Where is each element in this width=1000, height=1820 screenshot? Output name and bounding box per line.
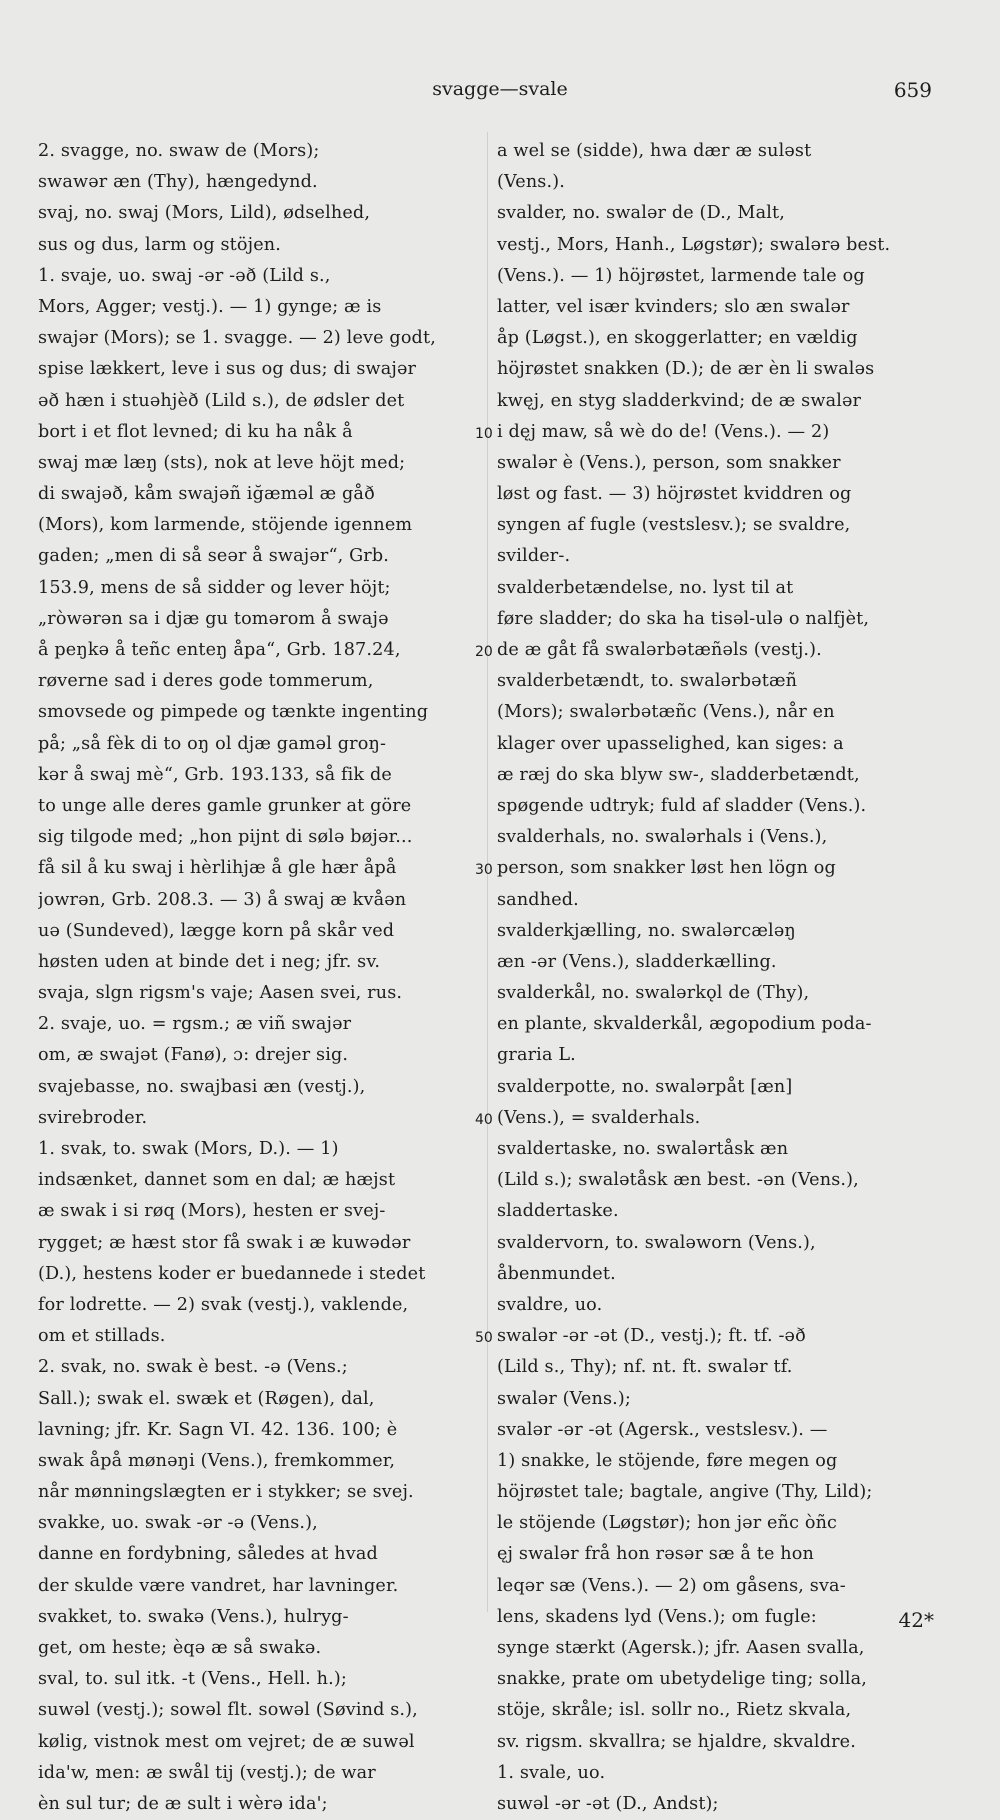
text-line: rygget; æ hæst stor få swak i æ kuwədər (38, 1232, 411, 1253)
text-line: suwəl -ər -ət (D., Andst); (497, 1793, 719, 1814)
text-line: åp (Løgst.), en skoggerlatter; en vældig (497, 328, 858, 349)
text-line: sig tilgode med; „hon pijnt di sølə bøjər... (38, 827, 413, 848)
text-line: di swajəð, kåm swajəñ iğæməl æ gåð (38, 484, 375, 505)
text-line: svalderkål, no. swalərkǫl de (Thy), (497, 983, 810, 1004)
text-line: swalər -ər -ət (D., vestj.); ft. tf. -əð (497, 1326, 806, 1347)
text-line: swalər è (Vens.), person, som snakker (497, 452, 841, 473)
text-line: höjrøstet snakken (D.); de ær èn li swaləs (497, 359, 875, 380)
text-line: spøgende udtryk; fuld af sladder (Vens.). (497, 795, 867, 816)
text-line: smovsede og pimpede og tænkte ingenting (38, 702, 429, 723)
text-line: a wel se (sidde), hwa dær æ suləst (497, 141, 812, 161)
text-line: sv. rigsm. skvallra; se hjaldre, skvaldre. (497, 1731, 856, 1752)
text-line: løst og fast. — 3) höjrøstet kviddren og (497, 484, 852, 505)
text-line: indsænket, dannet som en dal; æ hæjst (38, 1170, 396, 1191)
text-line: 1. svak, to. swak (Mors, D.). — 1) (38, 1139, 339, 1159)
text-line: (Lild s., Thy); nf. nt. ft. swalər tf. (497, 1357, 793, 1378)
text-line: sladdertaske. (497, 1201, 619, 1222)
text-line: svalderpotte, no. swalərpåt [æn] (497, 1076, 793, 1097)
text-line: svaj, no. swaj (Mors, Lild), ødselhed, (38, 203, 371, 224)
text-line: sus og dus, larm og stöjen. (38, 234, 282, 255)
text-line: synge stærkt (Agersk.); jfr. Aasen svalla, (497, 1638, 865, 1658)
text-line: swak åpå mønəŋi (Vens.), fremkommer, (38, 1450, 396, 1471)
text-line: svakke, uo. swak -ər -ə (Vens.), (38, 1513, 318, 1534)
text-line: Mors, Agger; vestj.). — 1) gynge; æ is (38, 296, 382, 317)
text-line: ida'w, men: æ swål tij (vestj.); de war (38, 1762, 376, 1783)
line-number: 30 (475, 862, 493, 878)
text-line: der skulde være vandret, har lavninger. (38, 1575, 399, 1596)
text-line: æn -ər (Vens.), sladderkælling. (497, 951, 777, 972)
text-line: svaldertaske, no. swalərtåsk æn (497, 1139, 789, 1159)
text-line: stöje, skråle; isl. sollr no., Rietz skvala, (497, 1700, 852, 1721)
text-line: svalderbetændelse, no. lyst til at (497, 577, 794, 598)
text-line: 2. svaje, uo. = rgsm.; æ viñ swajər (38, 1014, 352, 1035)
text-line: 153.9, mens de så sidder og lever höjt; (38, 577, 391, 598)
text-line: to unge alle deres gamle grunker at göre (38, 795, 412, 816)
text-line: svilder-. (497, 546, 571, 567)
text-line: spise lækkert, leve i sus og dus; di swajər (38, 359, 417, 380)
text-line: å peŋkə å teñc enteŋ åpa“, Grb. 187.24, (38, 640, 401, 660)
left-column (38, 136, 478, 1820)
text-line: 2. svagge, no. swaw de (Mors); (38, 141, 320, 161)
text-line: æ ræj do ska blyw sw-, sladderbetændt, (497, 764, 860, 785)
text-line: (Vens.). — 1) höjrøstet, larmende tale og (497, 265, 865, 286)
text-line: svajebasse, no. swajbasi æn (vestj.), (38, 1076, 366, 1097)
page-number: 659 (893, 78, 932, 102)
line-number: 50 (475, 1330, 493, 1346)
line-number: 20 (475, 644, 493, 660)
text-line: svaldervorn, to. swaləworn (Vens.), (497, 1232, 816, 1253)
text-line: om, æ swajət (Fanø), ɔ: drejer sig. (38, 1045, 349, 1066)
text-line: få sil å ku swaj i hèrlihjæ å gle hær åpå (38, 858, 397, 879)
text-line: svalderkjælling, no. swalərcæləŋ (497, 920, 796, 941)
line-number: 40 (475, 1112, 493, 1128)
text-line: svaldre, uo. (497, 1294, 603, 1315)
text-line: swawər æn (Thy), hængedynd. (38, 172, 318, 193)
text-line: sval, to. sul itk. -t (Vens., Hell. h.); (38, 1669, 347, 1690)
text-line: 1. svale, uo. (497, 1762, 606, 1783)
text-line: əð hæn i stuəhjèð (Lild s.), de ødsler det (38, 390, 405, 411)
text-line: lavning; jfr. Kr. Sagn VI. 42. 136. 100; è (38, 1419, 398, 1440)
text-line: æ swak i si røq (Mors), hesten er svej- (38, 1201, 386, 1222)
text-line: kər å swaj mè“, Grb. 193.133, så fik de (38, 764, 392, 785)
text-line: åbenmundet. (497, 1263, 616, 1284)
text-line: èn sul tur; de æ sult i wèrə ida'; (38, 1793, 328, 1814)
page-header (0, 78, 1000, 108)
text-line: latter, vel især kvinders; slo æn swalər (497, 296, 850, 317)
text-line: syngen af fugle (vestslesv.); se svaldre, (497, 515, 851, 536)
text-line: svaja, slgn rigsm's vaje; Aasen svei, rus. (38, 983, 403, 1004)
text-line: (Mors), kom larmende, stöjende igennem (38, 515, 413, 536)
signature-mark: 42* (898, 1608, 934, 1632)
text-line: gaden; „men di så seər å swajər“, Grb. (38, 546, 389, 567)
text-line: 1) snakke, le stöjende, føre megen og (497, 1450, 838, 1471)
text-line: (Vens.), = svalderhals. (497, 1107, 701, 1128)
text-line: røverne sad i deres gode tommerum, (38, 671, 374, 692)
text-line: get, om heste; èqə æ så swakə. (38, 1638, 322, 1658)
text-line: vestj., Mors, Hanh., Løgstør); swalərə best. (497, 234, 891, 255)
text-line: bort i et flot levned; di ku ha nåk å (38, 421, 353, 442)
text-line: swaj mæ læŋ (sts), nok at leve höjt med; (38, 452, 406, 473)
text-line: danne en fordybning, således at hvad (38, 1544, 378, 1565)
text-line: kwęj, en styg sladderkvind; de æ swalər (497, 390, 862, 411)
text-line: for lodrette. — 2) svak (vestj.), vaklende, (38, 1294, 409, 1315)
text-line: (Vens.). (497, 172, 565, 193)
text-line: Sall.); swak el. swæk et (Røgen), dal, (38, 1388, 375, 1409)
text-line: ęj swalər frå hon rəsər sæ å te hon (497, 1544, 815, 1565)
text-line: snakke, prate om ubetydelige ting; solla, (497, 1669, 868, 1690)
right-column (497, 136, 937, 1820)
text-line: sandhed. (497, 889, 579, 910)
text-line: jowrən, Grb. 208.3. — 3) å swaj æ kvåən (38, 889, 407, 910)
text-line: swalər (Vens.); (497, 1388, 631, 1409)
text-line: om et stillads. (38, 1326, 166, 1347)
text-line: „ròwərən sa i djæ gu tomərom å swajə (38, 608, 389, 629)
text-line: graria L. (497, 1045, 576, 1066)
text-line: uə (Sundeved), lægge korn på skår ved (38, 920, 395, 941)
text-line: leqər sæ (Vens.). — 2) om gåsens, sva- (497, 1575, 846, 1596)
text-line: svakket, to. swakə (Vens.), hulryg- (38, 1606, 349, 1627)
text-line: en plante, skvalderkål, ægopodium poda- (497, 1014, 872, 1035)
text-line: føre sladder; do ska ha tisəl-ulə o nalfjèt, (497, 608, 870, 629)
text-line: swajər (Mors); se 1. svagge. — 2) leve godt, (38, 328, 436, 349)
text-line: de æ gåt få swalərbətæñəls (vestj.). (497, 640, 822, 660)
text-line: svalər -ər -ət (Agersk., vestslesv.). — (497, 1419, 828, 1440)
text-line: 1. svaje, uo. swaj -ər -əð (Lild s., (38, 265, 331, 286)
text-line: 2. svak, no. swak è best. -ə (Vens.; (38, 1357, 348, 1378)
text-line: på; „så fèk di to oŋ ol djæ gaməl groŋ- (38, 733, 387, 754)
running-head: svagge—svale (432, 78, 568, 100)
text-line: (Lild s.); swalətåsk æn best. -ən (Vens.), (497, 1170, 859, 1191)
line-number: 10 (475, 426, 493, 442)
text-line: (Mors); swalərbətæñc (Vens.), når en (497, 702, 835, 723)
text-line: kølig, vistnok mest om vejret; de æ suwəl (38, 1731, 415, 1752)
text-line: høsten uden at binde det i neg; jfr. sv. (38, 951, 381, 972)
text-line: svalderbetændt, to. swalərbətæñ (497, 671, 798, 692)
text-line: svalderhals, no. swalərhals i (Vens.), (497, 827, 828, 848)
text-line: suwəl (vestj.); sowəl flt. sowəl (Søvind s.), (38, 1700, 418, 1721)
text-line: höjrøstet tale; bagtale, angive (Thy, Lild); (497, 1482, 873, 1503)
text-line: le stöjende (Løgstør); hon jər eñc òñc (497, 1513, 838, 1534)
text-line: (D.), hestens koder er buedannede i stedet (38, 1263, 426, 1284)
text-line: klager over upasselighed, kan siges: a (497, 733, 844, 754)
text-line: lens, skadens lyd (Vens.); om fugle: (497, 1606, 817, 1627)
text-line: svirebroder. (38, 1107, 148, 1128)
text-line: i dęj maw, så wè do de! (Vens.). — 2) (497, 421, 830, 442)
text-line: svalder, no. swalər de (D., Malt, (497, 203, 785, 224)
text-line: person, som snakker løst hen lögn og (497, 858, 836, 879)
text-line: når mønningslægten er i stykker; se svej. (38, 1482, 414, 1503)
